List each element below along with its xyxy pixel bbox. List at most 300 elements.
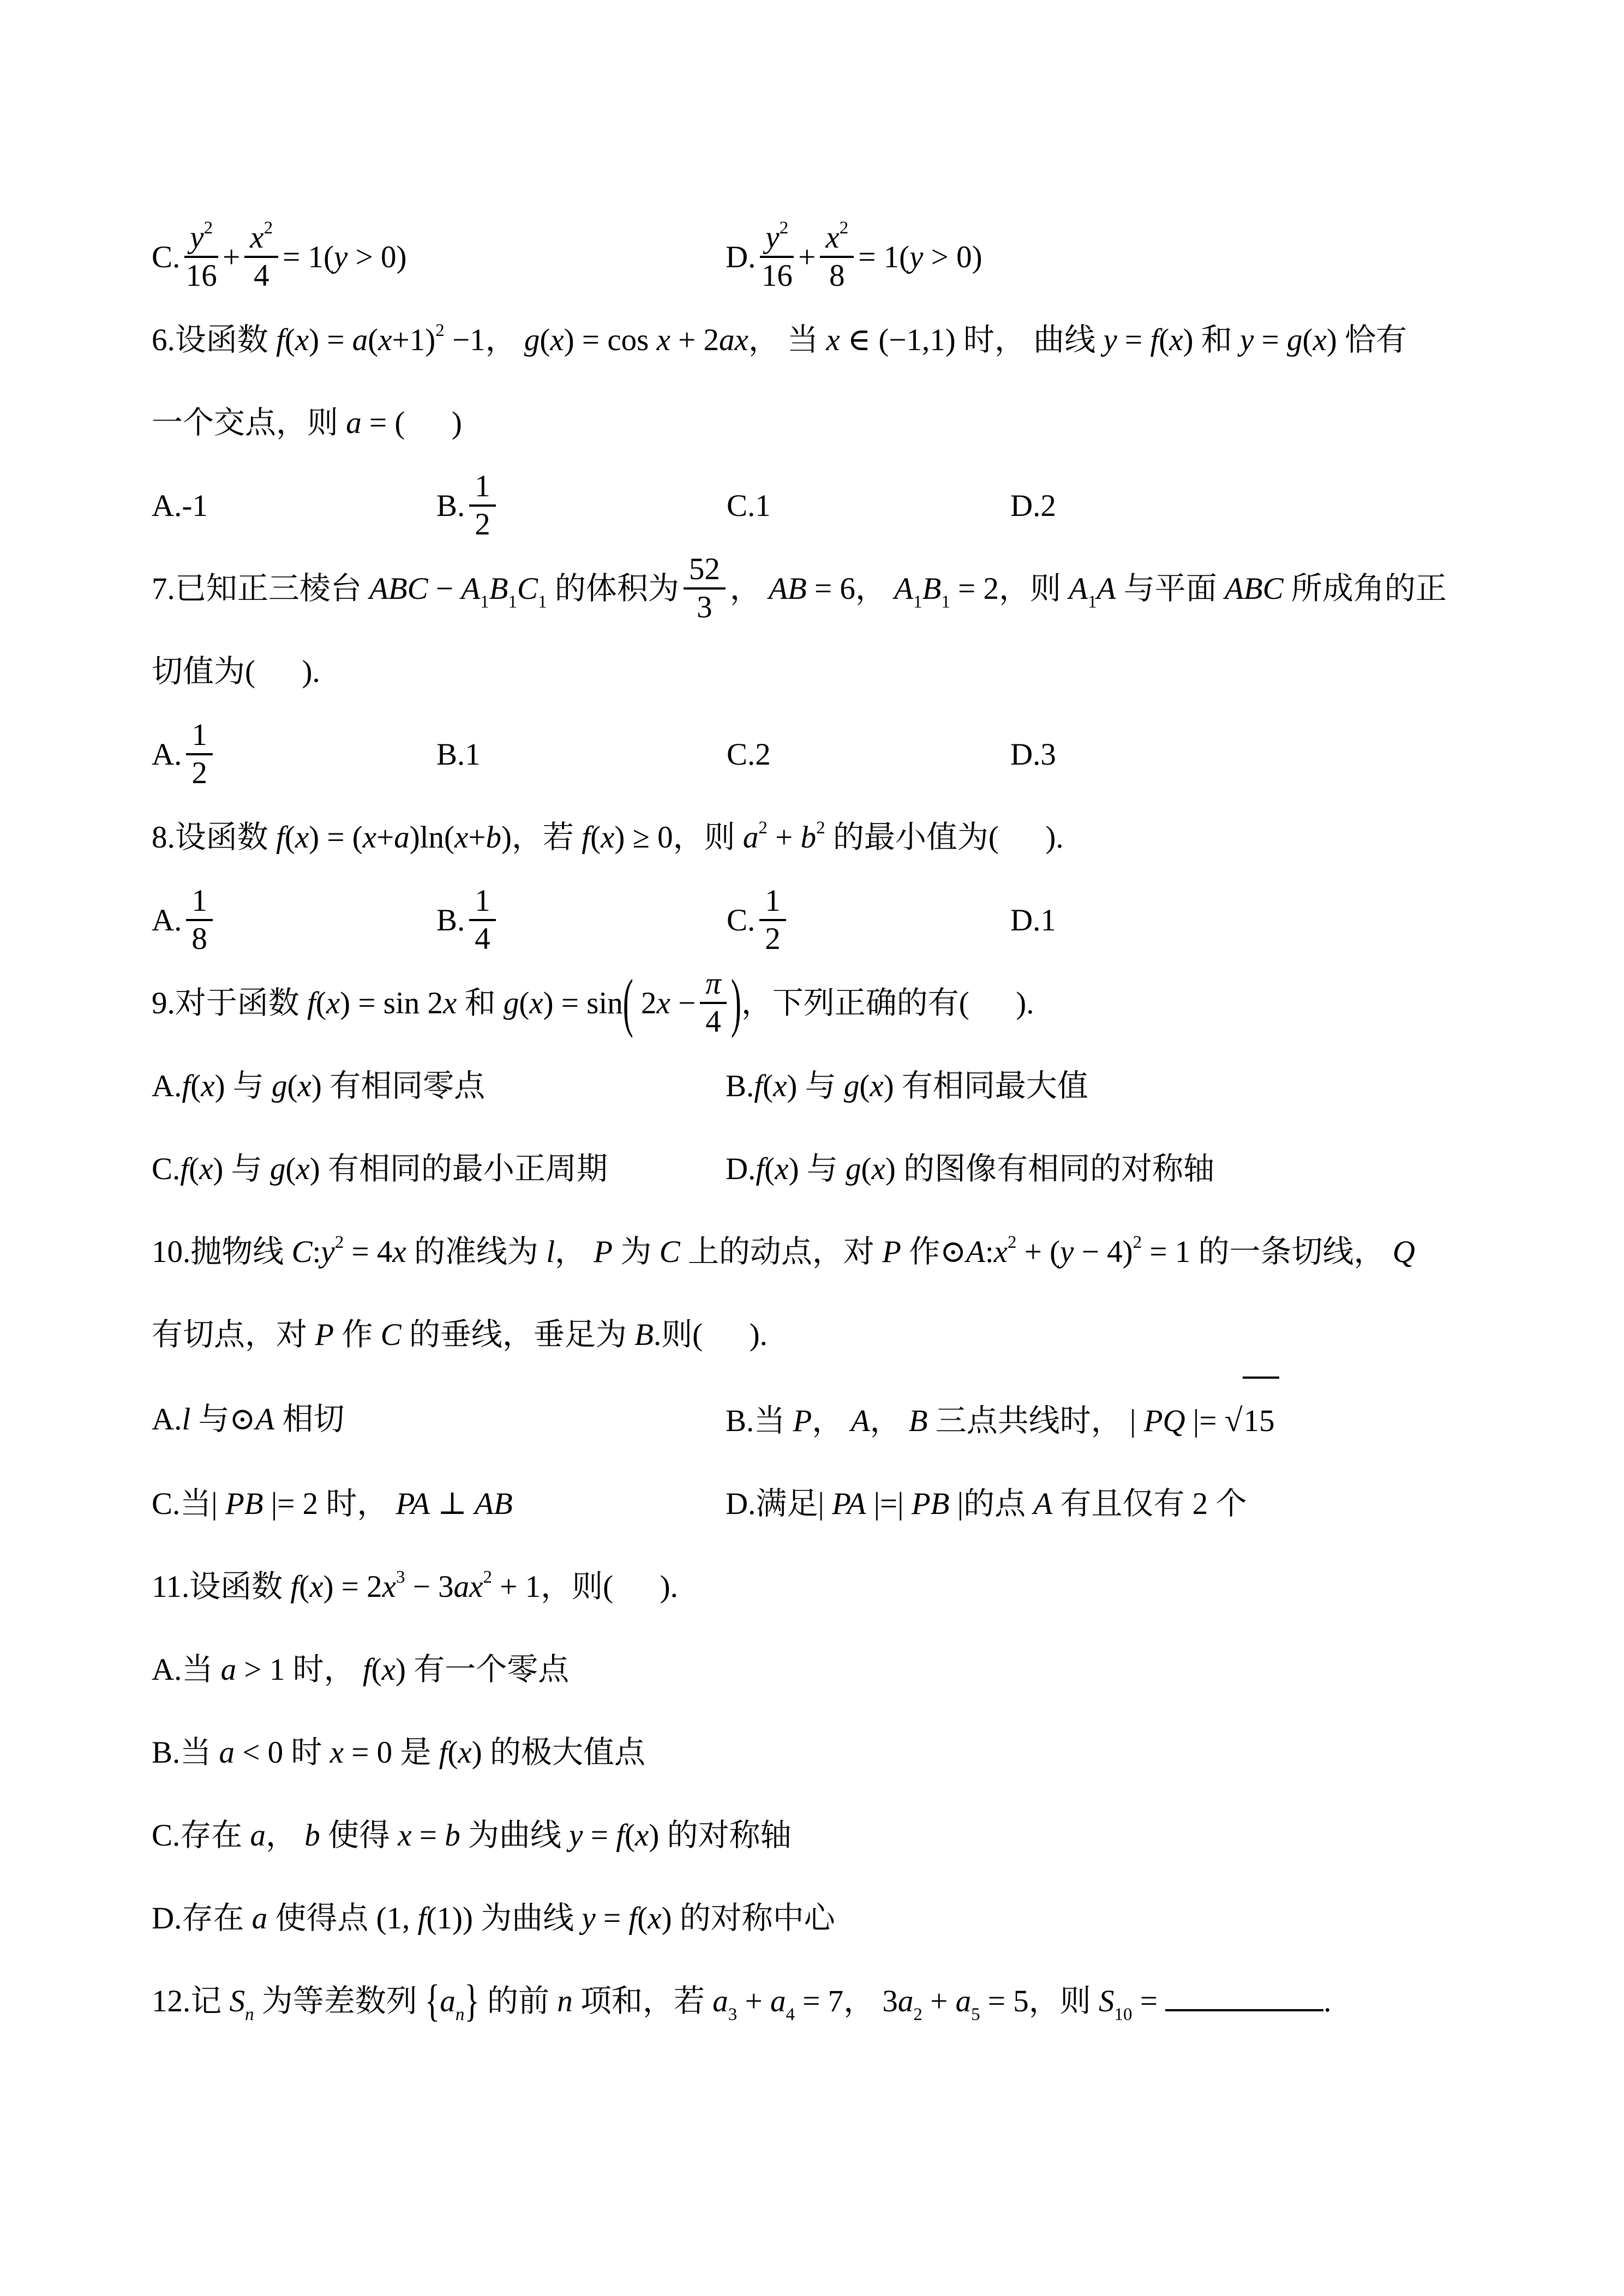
- text: +: [376, 820, 394, 855]
- math-variable: x: [295, 323, 309, 357]
- q9-option-d: [726, 1128, 1505, 1211]
- math-variable: P: [882, 1235, 901, 1269]
- math-variable: a: [440, 1984, 456, 2018]
- text: A.: [152, 1069, 182, 1103]
- text: −: [428, 572, 462, 606]
- math-variable: f: [417, 1901, 427, 1936]
- math-variable: a: [250, 1818, 266, 1853]
- math-variable: b: [445, 1818, 460, 1853]
- text: 11.设函数: [152, 1570, 291, 1604]
- math-variable: x: [773, 1069, 787, 1103]
- text: ) ≥ 0，则: [614, 820, 743, 855]
- math-variable: ax: [453, 1570, 483, 1604]
- superscript: 2: [816, 818, 825, 838]
- text: ) 有相同零点: [311, 1069, 486, 1103]
- fraction-numerator: [760, 218, 794, 258]
- q7-option-b: [436, 713, 727, 796]
- math-variable: x: [825, 220, 840, 255]
- math-variable: A: [461, 572, 481, 606]
- fraction-denominator: [760, 258, 794, 292]
- text: A.当: [152, 1652, 221, 1687]
- math-variable: ABC: [369, 572, 428, 606]
- q11-stem: [152, 1546, 1505, 1628]
- text: (: [189, 1152, 200, 1186]
- math-variable: PB: [225, 1487, 263, 1521]
- math-variable: b: [486, 820, 501, 855]
- text: (: [287, 1069, 298, 1103]
- text: 使得点 (1,: [267, 1901, 418, 1936]
- text: 的体积为: [547, 572, 679, 606]
- math-variable: x: [454, 820, 469, 855]
- subscript: n: [245, 2005, 254, 2024]
- math-variable: x: [381, 1652, 395, 1687]
- text: = 0 是: [344, 1735, 439, 1770]
- q6-stem-line-1: [152, 299, 1505, 382]
- text: ) 与: [788, 1152, 846, 1186]
- subscript: 5: [971, 2005, 980, 2024]
- fraction-numerator: [700, 967, 727, 1004]
- text: 项和，若: [572, 1984, 713, 2018]
- math-variable: g: [843, 1069, 860, 1103]
- math-variable: f: [362, 1652, 371, 1687]
- text: .: [1323, 1984, 1332, 2018]
- text: A.-1: [152, 489, 208, 523]
- q11-option-b: [152, 1711, 1505, 1794]
- text: (: [1302, 323, 1313, 357]
- text: (: [315, 986, 326, 1020]
- text: =: [1132, 1984, 1166, 2018]
- math-variable: x: [826, 323, 840, 357]
- fraction-numerator: [469, 470, 496, 507]
- text: D.2: [1010, 489, 1056, 523]
- text: 6.设函数: [152, 323, 276, 357]
- text: +: [922, 1984, 956, 2018]
- math-variable: y: [1060, 1235, 1074, 1269]
- math-variable: y: [334, 240, 348, 274]
- text: A.: [152, 903, 182, 937]
- math-variable: B: [634, 1318, 654, 1352]
- text: (: [368, 323, 379, 357]
- text: ，下列正确的有( ).: [741, 986, 1034, 1020]
- text: B.1: [436, 737, 481, 772]
- text: 的最小值为( ).: [825, 820, 1064, 855]
- text: ) 恰有: [1326, 323, 1407, 357]
- math-variable: g: [272, 1069, 287, 1103]
- q10-stem-line-1: [152, 1211, 1505, 1294]
- fraction: [684, 553, 726, 624]
- q8-option-a: [152, 879, 436, 962]
- math-variable: x: [362, 820, 377, 855]
- text: (: [764, 1152, 775, 1186]
- math-variable: x: [775, 1152, 789, 1186]
- math-variable: x: [309, 1570, 323, 1604]
- math-variable: x: [871, 1152, 885, 1186]
- text: 1: [765, 883, 781, 918]
- text: −1，: [444, 323, 524, 357]
- q6-stem-line-2: [152, 382, 1505, 465]
- text: = 2，则: [950, 572, 1069, 606]
- text: +: [798, 240, 816, 274]
- fraction-numerator: [684, 553, 726, 590]
- subscript: 1: [913, 592, 922, 612]
- text: B.: [726, 1069, 754, 1103]
- text: 16: [761, 258, 793, 293]
- text: ) 的图像有相同的对称轴: [885, 1152, 1215, 1186]
- text: (: [859, 1069, 870, 1103]
- math-variable: a: [897, 1984, 914, 2018]
- text: D.: [726, 1152, 756, 1186]
- text: 为: [613, 1235, 660, 1269]
- math-variable: a: [219, 1735, 235, 1770]
- document: [152, 216, 1505, 2043]
- text: ) 与: [214, 1069, 272, 1103]
- math-variable: PA: [832, 1487, 866, 1521]
- text: 3: [697, 590, 712, 624]
- math-variable: g: [1287, 323, 1303, 357]
- text: +: [767, 820, 801, 855]
- fraction-denominator: [244, 258, 278, 292]
- math-variable: x: [1169, 323, 1183, 357]
- text: ，: [729, 572, 769, 606]
- text: 为等差数列: [254, 1984, 426, 2018]
- math-variable: PA: [395, 1487, 430, 1521]
- q6-option-d: [1010, 465, 1505, 548]
- text: (: [284, 820, 295, 855]
- math-variable: C: [291, 1235, 313, 1269]
- subscript: 1: [1088, 592, 1097, 612]
- math-variable: n: [557, 1984, 573, 2018]
- text: − 3: [405, 1570, 454, 1604]
- text: D.存在: [152, 1901, 252, 1936]
- q9-option-a: [152, 1045, 726, 1128]
- text: |=: [1185, 1404, 1225, 1438]
- q6-option-b: [436, 465, 727, 548]
- math-variable: a: [712, 1984, 728, 2018]
- q7-stem-line-1: [152, 548, 1505, 630]
- text: = ( ): [361, 406, 462, 440]
- superscript: 2: [263, 218, 273, 238]
- text: =: [583, 1818, 616, 1853]
- text: =: [1117, 323, 1150, 357]
- text: ) 的极大值点: [471, 1735, 646, 1770]
- q6-option-a: [152, 465, 436, 548]
- math-variable: a: [346, 406, 362, 440]
- text: C.: [727, 903, 756, 937]
- math-variable: f: [276, 323, 285, 357]
- math-variable: Q: [1392, 1235, 1415, 1269]
- subscript: 1: [941, 592, 950, 612]
- math-variable: x: [529, 986, 543, 1020]
- fraction-numerator: [186, 885, 213, 921]
- text: ， 当: [748, 323, 826, 357]
- math-variable: g: [846, 1152, 861, 1186]
- superscript: 2: [1132, 1233, 1142, 1252]
- text: +: [737, 1984, 770, 2018]
- math-variable: A: [1033, 1487, 1053, 1521]
- text: (: [285, 1152, 296, 1186]
- q10-options-row-cd: [152, 1463, 1505, 1546]
- text: 所成角的正: [1283, 572, 1447, 606]
- fraction: [469, 885, 496, 956]
- text: 8: [829, 258, 845, 293]
- text: :: [312, 1235, 321, 1269]
- subscript: 1: [508, 592, 518, 612]
- fraction-denominator: [184, 258, 218, 292]
- math-variable: a: [742, 820, 759, 855]
- math-variable: g: [524, 323, 540, 357]
- fraction-numerator: [820, 218, 854, 258]
- math-variable: x: [326, 986, 340, 1020]
- math-variable: π: [705, 966, 721, 1001]
- text: |的点: [949, 1487, 1034, 1521]
- math-variable: x: [656, 323, 670, 357]
- q10-option-c: [152, 1463, 726, 1546]
- text: ) 有相同最大值: [883, 1069, 1088, 1103]
- superscript: 2: [839, 218, 849, 238]
- text: C.存在: [152, 1818, 250, 1853]
- text: − 4): [1074, 1235, 1133, 1269]
- text: = 1(: [283, 240, 334, 274]
- math-variable: x: [870, 1069, 884, 1103]
- math-variable: PQ: [1143, 1404, 1185, 1438]
- text: (: [284, 323, 295, 357]
- fraction-denominator: [469, 921, 496, 955]
- text: |= 2 时，: [263, 1487, 396, 1521]
- text: ) = sin 2: [340, 986, 444, 1020]
- math-variable: f: [307, 986, 316, 1020]
- math-variable: g: [269, 1152, 286, 1186]
- text: =: [595, 1901, 629, 1936]
- text: 52: [688, 551, 720, 586]
- text: 一个交点，则: [152, 406, 346, 440]
- fraction-denominator: [186, 921, 213, 955]
- math-variable: x: [656, 986, 670, 1020]
- math-variable: x: [250, 220, 264, 255]
- text: + (: [1016, 1235, 1060, 1269]
- q9-option-b: [726, 1045, 1505, 1128]
- text: 2: [765, 921, 781, 956]
- fraction: [469, 470, 496, 542]
- text: > 0): [923, 240, 982, 274]
- subscript: 1: [480, 592, 489, 612]
- text: ) = cos: [564, 323, 657, 357]
- text: C.1: [727, 489, 771, 523]
- q11-option-d: [152, 1877, 1505, 1960]
- q9-option-c: [152, 1128, 726, 1211]
- fraction: [820, 218, 854, 293]
- q7-stem-line-2: [152, 630, 1505, 713]
- math-variable: AB: [475, 1487, 513, 1521]
- text: 为曲线: [460, 1818, 570, 1853]
- text: 2: [191, 755, 207, 790]
- text: < 0 时: [235, 1735, 330, 1770]
- math-variable: f: [756, 1152, 765, 1186]
- subscript: 3: [728, 2005, 738, 2024]
- q9-options-row-ab: [152, 1045, 1505, 1128]
- text: 的前: [479, 1984, 558, 2018]
- superscript: 2: [334, 1233, 344, 1252]
- superscript: 2: [203, 218, 213, 238]
- superscript: 2: [483, 1567, 493, 1587]
- text: 7.已知正三棱台: [152, 572, 369, 606]
- text: + 1，则( ).: [492, 1570, 678, 1604]
- fraction-denominator: [700, 1004, 727, 1038]
- q11-option-a: [152, 1628, 1505, 1711]
- math-variable: A: [966, 1235, 985, 1269]
- text: (: [299, 1570, 310, 1604]
- q10-option-d: [726, 1463, 1505, 1546]
- text: ，: [870, 1404, 909, 1438]
- subscript: 1: [538, 592, 547, 612]
- math-variable: y: [765, 220, 780, 255]
- text: (: [861, 1152, 872, 1186]
- fraction: [186, 719, 213, 790]
- fraction-numerator: [469, 885, 496, 921]
- math-variable: f: [628, 1901, 638, 1936]
- subscript: 10: [1114, 2005, 1132, 2024]
- text: ∈ (−1,1) 时， 曲线: [840, 323, 1104, 357]
- math-variable: y: [909, 240, 924, 274]
- fraction: [184, 218, 218, 293]
- text: = 5，则: [980, 1984, 1099, 2018]
- math-variable: x: [378, 323, 392, 357]
- math-variable: x: [635, 1818, 649, 1853]
- math-variable: P: [793, 1404, 812, 1438]
- q8-options: [152, 879, 1505, 962]
- text: (: [447, 1735, 458, 1770]
- fraction-denominator: [684, 590, 726, 624]
- text: +1): [392, 323, 436, 357]
- fraction-numerator: [759, 885, 786, 921]
- text: 8.设函数: [152, 820, 276, 855]
- math-variable: x: [295, 820, 309, 855]
- math-variable: x: [550, 323, 564, 357]
- text: )ln(: [409, 820, 455, 855]
- math-variable: f: [439, 1735, 448, 1770]
- fraction: [759, 885, 786, 956]
- text: 相切: [274, 1402, 345, 1436]
- text: D.3: [1010, 737, 1056, 772]
- math-variable: f: [276, 820, 285, 855]
- text: 4: [253, 258, 269, 293]
- math-variable: a: [770, 1984, 786, 2018]
- superscript: 2: [435, 321, 445, 340]
- math-variable: a: [251, 1901, 268, 1936]
- text: D.: [726, 240, 756, 274]
- text: 与⊙: [190, 1402, 256, 1436]
- answer-blank: [1165, 1981, 1323, 2011]
- math-variable: l: [182, 1402, 191, 1436]
- math-variable: x: [392, 1235, 406, 1269]
- math-variable: P: [315, 1318, 334, 1352]
- math-variable: A: [850, 1404, 870, 1438]
- fraction-numerator: [184, 218, 218, 258]
- math-variable: x: [382, 1570, 396, 1604]
- q12-stem: 12.记 $S_n$ 为等差数列 $\{a_n\}$ 的前 n 项和，若 $a_3 + a_4 = 7$， $3a_2 + a_5 = 5$，则 $S_{10}$ = .: [152, 1976, 1332, 2026]
- text: A.: [152, 1402, 182, 1436]
- text: C.: [152, 240, 181, 274]
- math-variable: y: [190, 220, 204, 255]
- superscript: 2: [758, 818, 768, 838]
- text: −: [670, 986, 696, 1020]
- radical: [1225, 1377, 1279, 1463]
- fraction-denominator: [820, 258, 854, 292]
- q8-stem: [152, 796, 1505, 879]
- text: 和: [457, 986, 504, 1020]
- math-variable: g: [503, 986, 519, 1020]
- text: 的垂线，垂足为: [401, 1318, 635, 1352]
- text: ) 有相同的最小正周期: [309, 1152, 608, 1186]
- math-variable: f: [290, 1570, 299, 1604]
- math-variable: a: [352, 323, 368, 357]
- q8-option-c: [727, 879, 1010, 962]
- text: 4: [475, 921, 490, 956]
- text: 使得: [320, 1818, 398, 1853]
- math-variable: x: [296, 1152, 310, 1186]
- text: (: [190, 1069, 201, 1103]
- text: 与平面: [1116, 572, 1225, 606]
- math-variable: ax: [719, 323, 748, 357]
- math-variable: PB: [911, 1487, 950, 1521]
- text: D.1: [1010, 903, 1056, 937]
- text: = 6，: [806, 572, 895, 606]
- text: ) = 2: [323, 1570, 382, 1604]
- text: 2: [475, 507, 490, 542]
- q9-stem: 9.对于函数 f(x) = sin 2x 和 g(x) = sin( 2x − $\frac{\pi}{4}$ )，下列正确的有( ).: [152, 966, 1034, 1039]
- fraction-denominator: [759, 921, 786, 955]
- math-variable: f: [1150, 323, 1159, 357]
- text: ) 和: [1183, 323, 1241, 357]
- text: 16: [185, 258, 217, 293]
- math-variable: B: [489, 572, 508, 606]
- text: 三点共线时， |: [927, 1404, 1144, 1438]
- math-variable: y: [1103, 323, 1117, 357]
- text: ，: [266, 1818, 305, 1853]
- text: =: [411, 1818, 445, 1853]
- text: 9.对于函数: [152, 986, 307, 1020]
- q7-option-c: [727, 713, 1010, 796]
- radical-sign: √: [1224, 1402, 1243, 1438]
- superscript: 2: [1007, 1233, 1017, 1252]
- math-variable: f: [582, 820, 591, 855]
- text: 有切点，对: [152, 1318, 315, 1352]
- math-variable: y: [321, 1235, 335, 1269]
- math-variable: x: [1313, 323, 1327, 357]
- text: D.满足|: [726, 1487, 832, 1521]
- math-variable: x: [443, 986, 457, 1020]
- text: = 1 的一条切线，: [1142, 1235, 1393, 1269]
- text: (: [371, 1652, 382, 1687]
- math-variable: AB: [769, 572, 807, 606]
- text: C.: [152, 1152, 181, 1186]
- text: (: [540, 323, 550, 357]
- text: 8: [191, 921, 207, 956]
- text: 1: [475, 883, 490, 918]
- fraction: [244, 218, 278, 293]
- text: C.当|: [152, 1487, 225, 1521]
- q6-options: [152, 465, 1505, 548]
- text: 1: [475, 468, 490, 503]
- text: 4: [705, 1004, 721, 1039]
- math-variable: S: [1099, 1984, 1114, 2018]
- text: ) = (: [309, 820, 363, 855]
- text: ，: [812, 1404, 851, 1438]
- math-variable: A: [894, 572, 913, 606]
- text: 切值为( ).: [152, 654, 320, 689]
- math-variable: y: [569, 1818, 583, 1853]
- fraction-denominator: [186, 755, 213, 790]
- q10-stem-line-2: [152, 1294, 1505, 1377]
